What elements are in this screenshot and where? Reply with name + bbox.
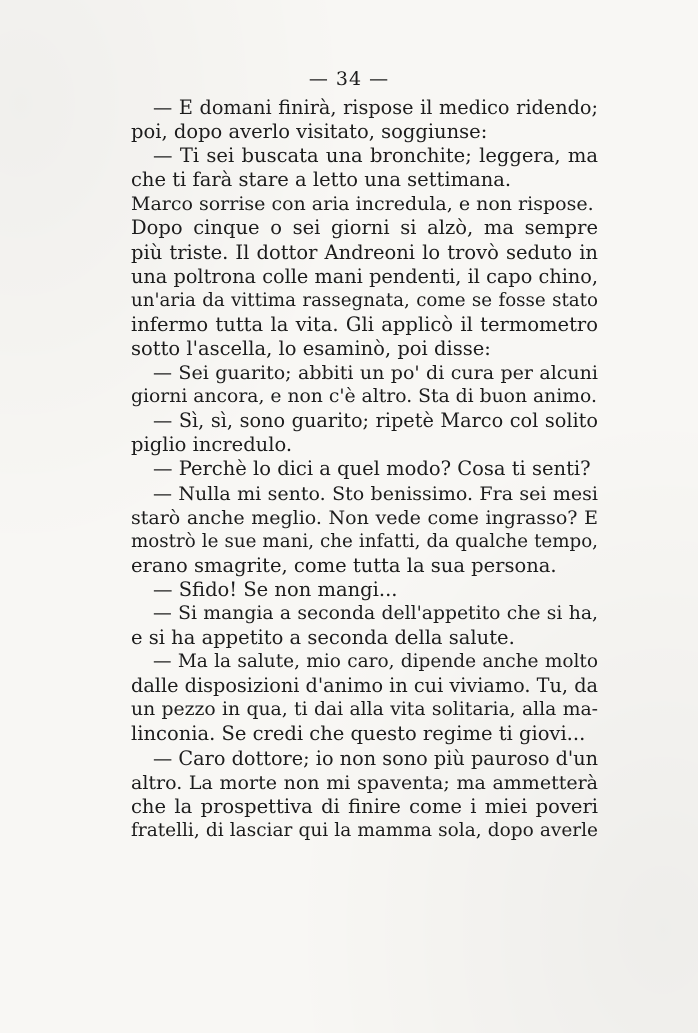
text-line: giorni ancora, e non c'è altro. Sta di buon animo. xyxy=(131,386,597,408)
text-line: — Caro dottore; io non sono più pauroso d'un xyxy=(153,746,598,770)
text-line: più triste. Il dottor Andreoni lo trovò seduto in xyxy=(131,240,598,264)
text-line: piglio incredulo. xyxy=(131,433,293,457)
text-line: altro. La morte non mi spaventa; ma ammetterà xyxy=(131,771,598,794)
text-line: dalle disposizioni d'animo in cui viviamo. Tu, da xyxy=(131,674,598,698)
text-line: una poltrona colle mani pendenti, il capo chino, xyxy=(131,264,598,288)
text-line: sotto l'ascella, lo esaminò, poi disse: xyxy=(131,336,491,360)
text-line: — E domani finirà, rispose il medico ridendo; xyxy=(153,96,598,119)
text-line: un pezzo in qua, ti dai alla vita solitaria, alla ma- xyxy=(131,699,598,721)
text-line: mostrò le sue mani, che infatti, da qualche tempo, xyxy=(131,530,598,552)
text-line: — Perchè lo dici a quel modo? Cosa ti senti? xyxy=(153,457,591,481)
body-text xyxy=(131,96,598,843)
text-line: — Nulla mi sento. Sto benissimo. Fra sei mesi xyxy=(153,482,598,505)
text-line: che la prospettiva di finire come i miei poveri xyxy=(131,794,598,818)
text-line: infermo tutta la vita. Gli applicò il termometro xyxy=(131,312,598,336)
text-line: e si ha appetito a seconda della salute. xyxy=(131,626,515,650)
text-line: linconia. Se credi che questo regime ti giovi... xyxy=(131,722,586,746)
text-line: fratelli, di lasciar qui la mamma sola, dopo averle xyxy=(131,819,598,841)
text-line: — Sei guarito; abbiti un po' di cura per alcuni xyxy=(153,362,598,385)
text-line: poi, dopo averlo visitato, soggiunse: xyxy=(131,120,488,144)
text-line: — Sfido! Se non mangi... xyxy=(153,577,398,601)
text-line: — Ti sei buscata una bronchite; leggera, ma xyxy=(153,144,598,168)
text-line: erano smagrite, come tutta la sua persona. xyxy=(131,553,557,577)
text-line: — Si mangia a seconda dell'appetito che si ha, xyxy=(153,602,598,624)
text-line: starò anche meglio. Non vede come ingrasso? E xyxy=(131,506,598,529)
text-line: che ti farà stare a letto una settimana. xyxy=(131,168,512,192)
text-line: Marco sorrise con aria incredula, e non rispose. xyxy=(131,193,594,216)
text-line: — Ma la salute, mio caro, dipende anche molto xyxy=(153,651,598,673)
text-line: — Sì, sì, sono guarito; ripetè Marco col solito xyxy=(153,409,598,433)
text-line: Dopo cinque o sei giorni si alzò, ma sempre xyxy=(131,216,598,240)
text-line: un'aria da vittima rassegnata, come se fosse stato xyxy=(131,289,598,311)
page-number: — 34 — xyxy=(308,68,390,90)
